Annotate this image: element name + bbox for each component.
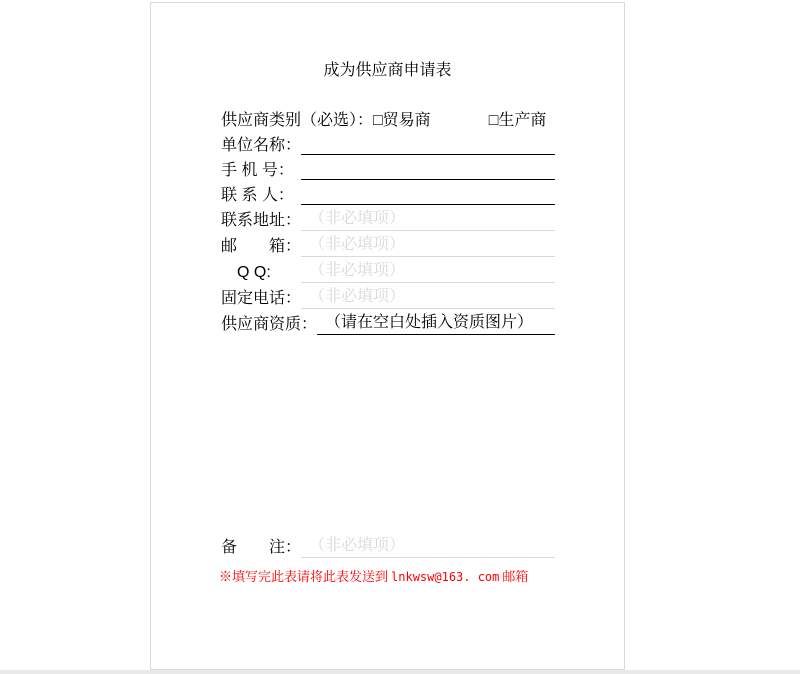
field-row-address [221,208,555,234]
note-email-address: lnkwsw@163. com [391,570,500,584]
field-row-landline [221,286,555,312]
document-page [150,2,625,670]
note-suffix: 邮箱 [502,569,529,584]
company-name-input-line[interactable] [301,133,555,155]
mobile-input-line[interactable] [301,158,555,180]
qualification-image-area[interactable] [221,338,555,535]
field-row-qq [221,260,555,286]
field-row-company-name [221,133,555,158]
company-name-label: 单位名称： [221,137,302,154]
checkbox-trader-option[interactable]: □贸易商 [373,112,431,129]
submit-instruction-note [219,568,555,586]
form-body [221,108,555,586]
landline-label: 固定电话： [221,290,302,307]
address-label: 联系地址： [221,212,302,229]
field-row-remark [221,535,555,561]
form-title: 成为供应商申请表 [323,62,452,79]
window-bottom-edge [0,670,800,674]
remark-input-line[interactable]: （非必填项） [301,535,555,558]
field-row-email [221,234,555,260]
qualification-input-line[interactable]: （请在空白处插入资质图片） [317,312,555,335]
qualification-label: 供应商资质： [221,316,318,333]
field-row-contact-person [221,183,555,208]
address-input-line[interactable]: （非必填项） [301,208,555,231]
checkbox-producer-option[interactable]: □生产商 [488,112,547,129]
contact-person-label: 联 系 人： [221,187,294,204]
email-label: 邮 箱： [221,238,302,255]
field-row-qualification [221,312,555,338]
supplier-category-row [221,108,555,133]
note-prefix: ※填写完此表请将此表发送到 [219,569,389,584]
mobile-label: 手 机 号： [221,162,294,179]
qq-label: Q Q: [221,264,271,281]
contact-person-input-line[interactable] [301,183,555,205]
supplier-category-label: 供应商类别（必选）： [221,112,374,129]
qq-input-line[interactable]: （非必填项） [301,260,555,283]
landline-input-line[interactable]: （非必填项） [301,286,555,309]
email-input-line[interactable]: （非必填项） [301,234,555,257]
remark-label: 备 注： [221,539,302,556]
field-row-mobile [221,158,555,183]
